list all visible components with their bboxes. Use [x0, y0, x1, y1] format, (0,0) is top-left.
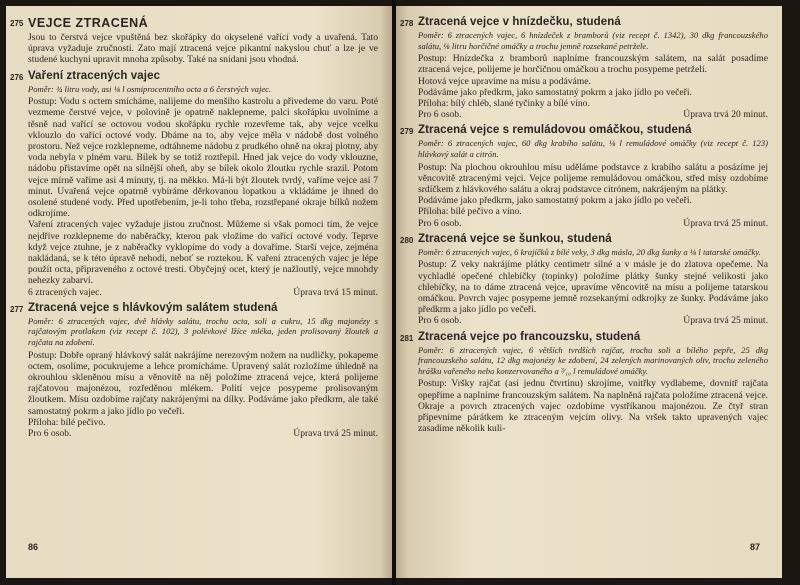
prep-time: Úprava trvá 20 minut.	[683, 109, 768, 121]
recipe	[10, 69, 378, 298]
recipe-number: 276	[10, 72, 24, 82]
page-number: 87	[749, 542, 760, 552]
recipe-title: Ztracená vejce s remuládovou omáčkou, studená	[418, 124, 692, 137]
recipe-footer	[28, 287, 378, 298]
paragraph: Jsou to čerstvá vejce vpuštěná bez skořápky do okyselené vařící vody a uvařená. Tato úprava vyžaduje zručnosti. Zato mají ztracená vejce pikantní nakyslou chuť a lze je ve studené kuchyni upravit mnoha způsoby. Také na snídani jsou vhodná.	[28, 32, 378, 66]
recipe-ingredients: Poměr: 6 ztracených vajec, dvě hlávky salátu, trochu octa, soli a cukru, 15 dkg majonézy s rajčatovým protlakem (viz recept č. 102), 3 polévkové lžíce mléka, jeden prolisovaný žloutek a rajčata na zdobení.	[28, 315, 378, 348]
recipe-title: Vaření ztracených vajec	[28, 69, 161, 82]
servings: Pro 6 osob.	[418, 217, 462, 229]
prep-time: Úprava trvá 15 minut.	[293, 286, 378, 298]
recipe-body	[418, 259, 768, 315]
right-page-content	[400, 16, 768, 438]
recipe-ingredients: Poměr: 6 ztracených vajec, 6 větších tvrdších rajčat, trochu soli a bílého pepře, 25 dkg francouzského salátu, 12 dkg majonézy ke zdobení, 24 zelených marinovaných oliv, trochu zeleného hrášku vařeného nebo konzervovaného a ³⁄₁₀ l remuládové omáčky.	[418, 344, 768, 376]
recipe-footer	[418, 315, 768, 326]
recipe-footer	[418, 218, 768, 229]
recipe-title: Ztracená vejce s hlávkovým salátem studená	[28, 301, 278, 314]
recipe-number: 280	[400, 235, 414, 245]
prep-time: Úprava trvá 25 minut.	[683, 315, 768, 327]
paragraph: Postup: Na plochou okrouhlou mísu uděláme podstavce z krabího salátu a posázíme jej věncovitě ztracenými vejci. Vejce polijeme remuládovou omáčkou, střed mísy ozdobíme srdíčkem z hlávkového salátu a okraj podstavce citrónem, nakrájeným na plátky.	[418, 161, 768, 195]
paragraph: Postup: Dobře opraný hlávkový salát nakrájíme nerezovým nožem na nudličky, pokapeme octem, osolíme, pocukrujeme a lehce promícháme. Upravený salát rozložíme úhledně na okrouhlou skleněnou mísu a věnovitě na něj položíme ztracená vejce, která polijeme rajčatovou majonézou, rozředěnou mlékem. Polití vejce posypeme prolisovaným žloutkem. Mísu ozdobíme rajčaty nakrájenými na dílky. Podáváme jako předkrm, ale také samostatný pokrm a jako jídlo po večeři.	[28, 349, 378, 417]
recipe-body	[418, 378, 768, 434]
servings: Pro 6 osob.	[28, 428, 72, 440]
recipe	[10, 301, 378, 440]
prep-time: Úprava trvá 25 minut.	[683, 217, 768, 229]
recipe-ingredients: Poměr: 6 ztracených vajec, 60 dkg krabího salátu, ⅛ l remuládové omáčky (viz recept č. 123) hlávkový salát a citrón.	[418, 138, 768, 159]
recipe-title: Ztracená vejce v hnízdečku, studená	[418, 16, 621, 28]
paragraph: Příloha: bílé pečivo a víno.	[418, 206, 522, 218]
recipe	[400, 124, 768, 229]
servings: 6 ztracených vajec.	[28, 286, 102, 298]
paragraph: Příloha: bílý chléb, slané tyčinky a bílé víno.	[418, 98, 590, 109]
recipe-body	[28, 96, 378, 286]
recipe-ingredients: Poměr: ¾ litru vody, asi ⅛ l osmiprocentního octa a 6 čerstvých vajec.	[28, 83, 272, 94]
servings: Pro 6 osob.	[418, 109, 462, 121]
recipe	[400, 330, 768, 435]
page-number: 86	[28, 542, 39, 552]
recipe-title: Ztracená vejce se šunkou, studená	[418, 232, 612, 245]
recipe	[400, 16, 768, 121]
recipe-number: 277	[10, 304, 24, 314]
paragraph: Příloha: bílé pečivo.	[28, 416, 106, 428]
paragraph: Podáváme jako předkrm, jako samostatný pokrm a jako jídlo po večeři.	[418, 195, 692, 207]
left-page	[6, 6, 392, 578]
recipe-ingredients: Poměr: 6 ztracených vajec, 6 hnízdeček z bramborů (viz recept č. 1342), 30 dkg francouzského salátu, ⅛ litru horčičné omáčky a trochu jemně rozsekané petržele.	[418, 30, 768, 51]
recipe-body	[28, 350, 378, 428]
recipe-number: 281	[400, 333, 414, 343]
paragraph: Postup: Hnízdečka z bramborů naplníme francouzským salátem, na salát posadíme ztracená vejce, polijeme je horčičnou omáčkou a trochu posypeme petrželí.	[418, 53, 768, 76]
recipe	[400, 232, 768, 327]
recipe-number: 275	[10, 19, 24, 28]
right-page	[396, 6, 782, 578]
paragraph: Postup: Vršky rajčat (asi jednu čtvrtinu) skrojíme, vnitřky vydlabeme, dovnitř rajčata opepříme a naplníme francouzským salátem. Na naplněná rajčata položíme ztracená vejce. Okraje a povrch ztracených vajec ozdobíme vystříkanou majonézou. Ze čtyř stran připevníme párátkem ke ztraceným vejcím olivy. Na vršek takto upravených vajec zasadíme několik kuli-	[418, 378, 768, 435]
recipe-footer	[418, 109, 768, 120]
recipe-ingredients: Poměr: 6 ztracených vajec, 6 krajíčků z bílé veky, 3 dkg másla, 20 dkg šunky a ⅛ l tatarské omáčky.	[418, 246, 761, 257]
recipe-body	[418, 53, 768, 109]
prep-time: Úprava trvá 25 minut.	[293, 428, 378, 440]
section-title: VEJCE ZTRACENÁ	[28, 16, 149, 30]
left-page-content	[10, 16, 378, 443]
servings: Pro 6 osob.	[418, 315, 462, 327]
recipe-body	[28, 32, 378, 66]
recipe	[10, 16, 378, 66]
recipe-footer	[28, 428, 378, 439]
paragraph: Hotová vejce upravíme na mísu a podáváme.	[418, 75, 591, 87]
paragraph: Podáváme jako předkrm, jako samostatný pokrm a jako jídlo po večeři.	[418, 86, 692, 98]
recipe-body	[418, 162, 768, 218]
paragraph: Vaření ztracených vajec vyžaduje jistou zručnost. Můžeme si však pomoci tím, že vejce nejdříve rozklepneme do naběračky, kterou pak vložíme do vařící octové vody. Teprve když vejce ztuhne, je z naběračky vyklopíme do vody a dovaříme. Starší vejce, zejména nakládaná, se k této úpravě nehodí, neboť se roztekou. K vaření ztracených vajec je lépe použít octa, připraveného z octové tresti. Obyčejný ocet, který je nažloutlý, vejce mnohdy nehezky zabarví.	[28, 219, 378, 287]
paragraph: Postup: Vodu s octem smícháme, nalijeme do menšího kastrolu a přivedeme do varu. Poté vezmeme čerstvé vejce, v polovině je opatrně naklepneme, palci skořápku uvolníme a těsně nad vařící se octovou vodou skořápku rychle rozevřeme tak, aby vejce vcelku vklouzlo do vařící octové vody. Dbáme na to, aby vejce měla v nádobě dost volného prostoru. Než vejce rozklepneme, odtáhneme nádobu z prudkého ohně na okraj plotny, aby voda nebyla v plném varu. Bílek by se totiž roztřepil. Hned jak vejce do vody vklouzne, nádobu přistavíme opět na silnější oheň, aby se bílek okolo žloutku rychle srazil. Potom vejce mírně vaříme asi 4 minuty, tj. na měkko. Má-li být žloutek tvrdý, vaříme vejce asi 7 minut. Uvařená vejce opatrně vybíráme děrkovanou lopatkou a vkládáme je ihned do osolené studené vody. Před upotřebením, je-li toho třeba, rozstřepané okraje bílků nožem odkrojíme.	[28, 96, 378, 220]
recipe-number: 279	[400, 127, 414, 137]
recipe-title: Ztracená vejce po francouzsku, studená	[418, 330, 641, 343]
recipe-number: 278	[400, 19, 414, 28]
paragraph: Postup: Z veky nakrájíme plátky centimetr silné a v másle je do zlatova opečeme. Na vychladlé opečené chlebíčky (topinky) položíme plátky šunky stejné velikosti jako chlebíčky, na to dáme ztracená vejce, upravíme věncovitě na mísu a polijeme tatarskou omáčkou. Povrch vajec posypeme jemně rozsekanými odkrojky ze šunky. Podáváme jako předkrm a jako jídlo po večeři.	[418, 259, 768, 316]
